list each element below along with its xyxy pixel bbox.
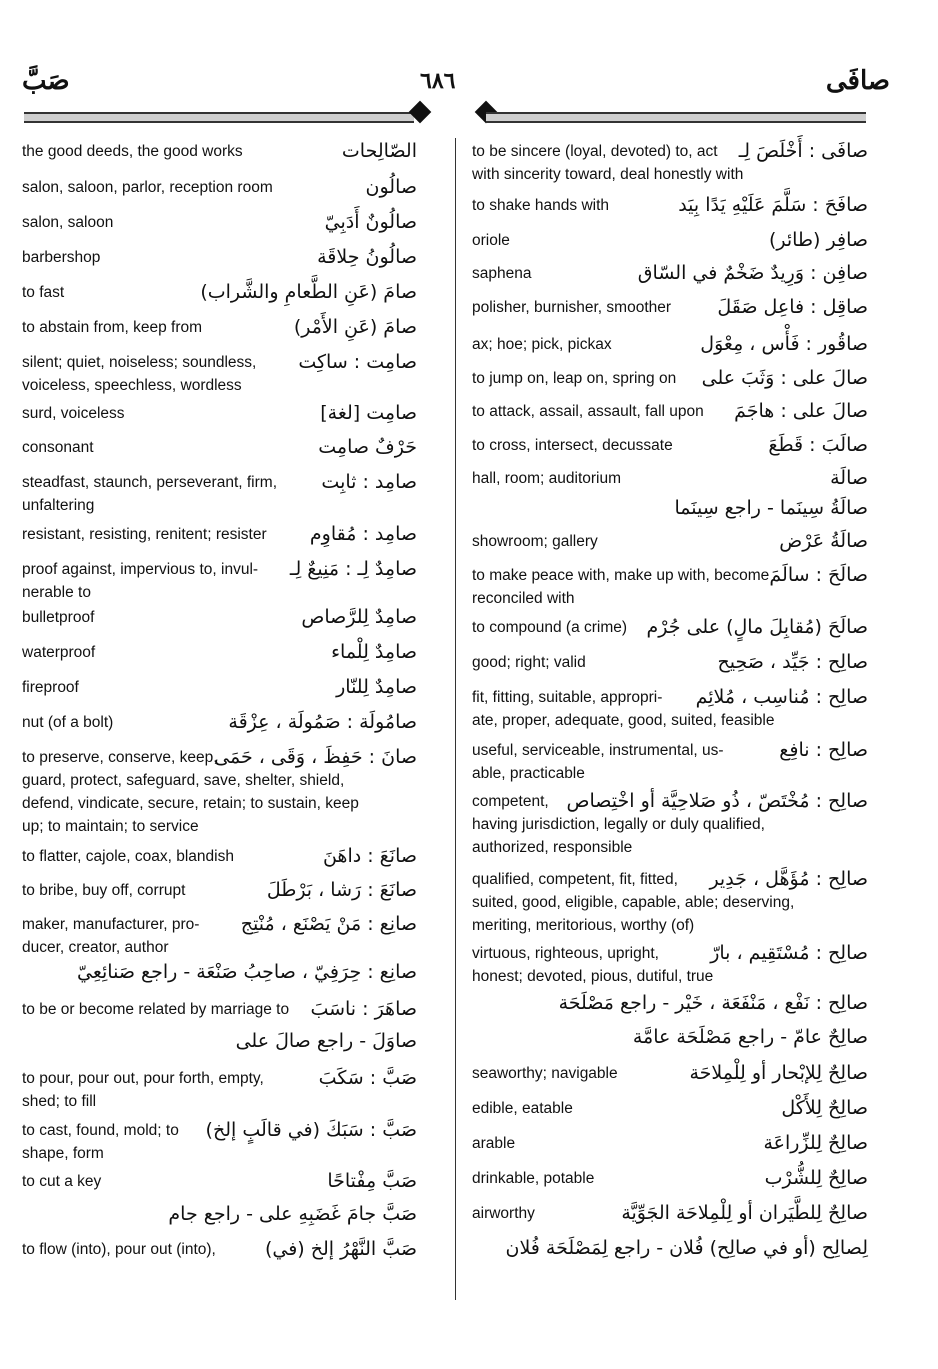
english-definition: to fast <box>22 284 65 301</box>
arabic-headword: صالِح : جَيِّد ، صَحِيح <box>717 651 868 673</box>
arabic-headword: صامِد : ثابِت <box>321 471 417 493</box>
english-definition: drinkable, potable <box>472 1170 595 1187</box>
arabic-headword: صافَحَ : سَلَّمَ عَلَيْهِ يَدًا بِيَد <box>678 194 868 216</box>
arabic-headword: صافِر (طائر) <box>768 229 868 251</box>
arabic-headword: صَبَّ النَّهْرُ إلخ (في) <box>264 1238 417 1260</box>
english-definition: to be sincere (loyal, devoted) to, act <box>472 143 718 160</box>
english-definition: voiceless, speechless, wordless <box>22 377 242 394</box>
header-rule-left <box>24 112 414 123</box>
arabic-headword: صالِحٌ لِلزِّراعَة <box>763 1132 868 1154</box>
english-definition: polisher, burnisher, smoother <box>472 299 672 316</box>
english-definition: virtuous, righteous, upright, <box>472 945 659 962</box>
arabic-headword: صالِح : نافِع <box>779 739 868 761</box>
english-definition: having jurisdiction, legally or duly qualified, <box>472 816 765 833</box>
arabic-headword: صالِح : مُخْتَصّ ، ذُو صَلاحِيَّة أو اخْتِصاص <box>566 790 868 812</box>
english-definition: honest; devoted, pious, dutiful, true <box>472 968 714 985</box>
english-definition: fit, fitting, suitable, appropri- <box>472 689 663 706</box>
english-definition: steadfast, staunch, perseverant, firm, <box>22 474 278 491</box>
english-definition: to abstain from, keep from <box>22 319 203 336</box>
arabic-headword: صاقُور : فَأْس ، مِعْوَل <box>700 333 868 355</box>
arabic-headword: صانِع : مَنْ يَصْنَع ، مُنْتِج <box>240 913 417 935</box>
arabic-headword: صالُونُ حِلاقَة <box>317 246 417 268</box>
arabic-headword: صَبَّ : سَبَكَ (في قالَبٍ إلخ) <box>205 1119 417 1141</box>
arabic-headword: صانِع : حِرَفِيّ ، صاحِبُ صَنْعَة - راجع صَنائِعِيّ <box>77 961 417 983</box>
arabic-headword: لِصالِح (أو في صالِح) فُلان - راجع لِمَصْلَحَة فُلان <box>505 1237 868 1259</box>
arabic-headword: صاقِل : فاعِل صَقَلَ <box>717 296 868 318</box>
english-definition: to compound (a crime) <box>472 619 628 636</box>
english-definition: competent, <box>472 793 549 810</box>
arabic-headword: صالِح : نَفْع ، مَنْفَعَة ، خَيْر - راجع مَصْلَحَة <box>558 992 868 1014</box>
arabic-headword: صَبَّ جامَ غَضَبِهِ على - راجع جام <box>168 1203 417 1225</box>
english-definition: to cross, intersect, decussate <box>472 437 673 454</box>
arabic-headword: صانَعَ : رَشا ، بَرْطَلَ <box>266 879 417 901</box>
english-definition: seaworthy; navigable <box>472 1065 618 1082</box>
english-definition: to bribe, buy off, corrupt <box>22 882 186 899</box>
arabic-headword: صامِد : مُقاوِم <box>309 523 417 545</box>
english-definition: consonant <box>22 439 94 456</box>
english-definition: good; right; valid <box>472 654 586 671</box>
arabic-headword: صاهَرَ : ناسَبَ <box>310 998 417 1020</box>
arabic-headword: صامَ (عَنِ الطَّعامِ والشَّراب) <box>200 281 417 303</box>
arabic-headword: صالَة <box>830 467 868 489</box>
header-guide-word-left: صَبَّ <box>22 66 70 96</box>
english-definition: silent; quiet, noiseless; soundless, <box>22 354 257 371</box>
arabic-headword: صالِح : مُؤَهَّل ، جَدِير <box>709 868 868 890</box>
english-definition: the good deeds, the good works <box>22 143 243 160</box>
english-definition: bulletproof <box>22 609 95 626</box>
arabic-headword: صامِدٌ لِلْماء <box>331 641 417 663</box>
english-definition: authorized, responsible <box>472 839 633 856</box>
english-definition: with sincerity toward, deal honestly with <box>472 166 744 183</box>
arabic-headword: صالُون <box>365 176 417 198</box>
arabic-headword: صالَةُ سِينَما - راجع سِينَما <box>674 497 868 519</box>
english-definition: reconciled with <box>472 590 575 607</box>
arabic-headword: صَبَّ مِفْتاحًا <box>327 1170 417 1192</box>
english-definition: to flatter, cajole, coax, blandish <box>22 848 234 865</box>
arabic-headword: صامَ (عَنِ الأَمْر) <box>293 316 417 338</box>
english-definition: meriting, meritorious, worthy (of) <box>472 917 695 934</box>
arabic-headword: صالَحَ (مُقابِلَ مالٍ) على جُرْم <box>646 616 868 638</box>
english-definition: to cast, found, mold; to <box>22 1122 179 1139</box>
english-definition: saphena <box>472 265 532 282</box>
english-definition: to attack, assail, assault, fall upon <box>472 403 704 420</box>
english-definition: ax; hoe; pick, pickax <box>472 336 612 353</box>
arabic-headword: صَبَّ : سَكَبَ <box>318 1067 417 1089</box>
arabic-headword: صامِدٌ لِلنّار <box>336 676 417 698</box>
arabic-headword: صافَى : أَخْلَصَ لِـ <box>738 140 868 162</box>
arabic-headword: صالِح : مُناسِب ، مُلائِم <box>695 686 868 708</box>
arabic-headword: صامِت [لغة] <box>320 402 417 424</box>
english-definition: nerable to <box>22 584 91 601</box>
english-definition: resistant, resisting, renitent; resister <box>22 526 267 543</box>
english-definition: barbershop <box>22 249 101 266</box>
english-definition: salon, saloon <box>22 214 114 231</box>
english-definition: edible, eatable <box>472 1100 573 1117</box>
header-guide-word-right: صافَى <box>825 66 890 96</box>
arabic-headword: صالِحٌ لِلشُّرْب <box>764 1167 868 1189</box>
english-definition: to cut a key <box>22 1173 102 1190</box>
arabic-headword: صامِدٌ لِلرَّصاص <box>301 606 417 628</box>
english-definition: arable <box>472 1135 516 1152</box>
arabic-headword: صامِدٌ لِـ : مَنِيعٌ لِـ <box>289 558 417 580</box>
english-definition: to preserve, conserve, keep, <box>22 749 218 766</box>
english-definition: up; to maintain; to service <box>22 818 199 835</box>
english-definition: defend, vindicate, secure, retain; to sustain, keep <box>22 795 359 812</box>
arabic-headword: الصّالِحات <box>341 140 417 162</box>
column-divider <box>455 138 456 1300</box>
english-definition: guard, protect, safeguard, save, shelter, shield, <box>22 772 345 789</box>
english-definition: to pour, pour out, pour forth, empty, <box>22 1070 264 1087</box>
arabic-headword: صالَبَ : قَطَعَ <box>768 434 868 456</box>
english-definition: to jump on, leap on, spring on <box>472 370 677 387</box>
english-definition: showroom; gallery <box>472 533 598 550</box>
english-definition: hall, room; auditorium <box>472 470 622 487</box>
english-definition: nut (of a bolt) <box>22 714 114 731</box>
english-definition: unfaltering <box>22 497 95 514</box>
arabic-headword: صالُونٌ أَدَبِيّ <box>324 211 417 233</box>
english-definition: qualified, competent, fit, fitted, <box>472 871 678 888</box>
english-definition: salon, saloon, parlor, reception room <box>22 179 273 196</box>
english-definition: waterproof <box>22 644 96 661</box>
arabic-headword: صامُولَة : صَمُولَة ، عِزْقَة <box>228 711 417 733</box>
english-definition: to shake hands with <box>472 197 610 214</box>
english-definition: fireproof <box>22 679 79 696</box>
english-definition: airworthy <box>472 1205 535 1222</box>
arabic-headword: صاوَلَ - راجع صالَ على <box>235 1030 417 1052</box>
english-definition: suited, good, eligible, capable, able; deserving, <box>472 894 795 911</box>
english-definition: useful, serviceable, instrumental, us- <box>472 742 724 759</box>
arabic-headword: صالَ على : هاجَمَ <box>734 400 868 422</box>
arabic-headword: حَرْفٌ صامِت <box>318 436 417 458</box>
english-definition: to be or become related by marriage to <box>22 1001 290 1018</box>
arabic-headword: صالَةُ عَرْض <box>779 530 868 552</box>
arabic-headword: صانَ : حَفِظَ ، وَقَى ، حَمَى <box>214 746 417 768</box>
english-definition: able, practicable <box>472 765 585 782</box>
english-definition: to flow (into), pour out (into), <box>22 1241 216 1258</box>
arabic-headword: صانَعَ : داهَنَ <box>322 845 417 867</box>
arabic-headword: صافِن : وَرِيدٌ ضَخْمٌ في السّاق <box>637 262 868 284</box>
english-definition: to make peace with, make up with, become <box>472 567 770 584</box>
page-number: ٦٨٦ <box>420 68 456 94</box>
arabic-headword: صالِحٌ لِلطَّيَران أو لِلْمِلاحَة الجَوِّيَّة <box>621 1202 868 1224</box>
english-definition: shed; to fill <box>22 1093 97 1110</box>
arabic-headword: صالَحَ : سالَمَ <box>769 564 868 586</box>
header-rule-right <box>486 112 866 123</box>
english-definition: surd, voiceless <box>22 405 125 422</box>
arabic-headword: صالِحٌ عامّ - راجع مَصْلَحَة عامَّة <box>632 1026 868 1048</box>
arabic-headword: صالِحٌ لِلأَكْل <box>781 1097 868 1119</box>
english-definition: oriole <box>472 232 510 249</box>
english-definition: maker, manufacturer, pro- <box>22 916 200 933</box>
english-definition: shape, form <box>22 1145 104 1162</box>
english-definition: ducer, creator, author <box>22 939 169 956</box>
arabic-headword: صامِت : ساكِت <box>298 351 417 373</box>
arabic-headword: صالَ على : وَثَبَ على <box>701 367 868 389</box>
arabic-headword: صالِحٌ لِلإبْحار أو لِلْمِلاحَة <box>689 1062 868 1084</box>
english-definition: proof against, impervious to, invul- <box>22 561 259 578</box>
arabic-headword: صالِح : مُسْتَقِيم ، بارّ <box>710 942 868 964</box>
english-definition: ate, proper, adequate, good, suited, feasible <box>472 712 775 729</box>
